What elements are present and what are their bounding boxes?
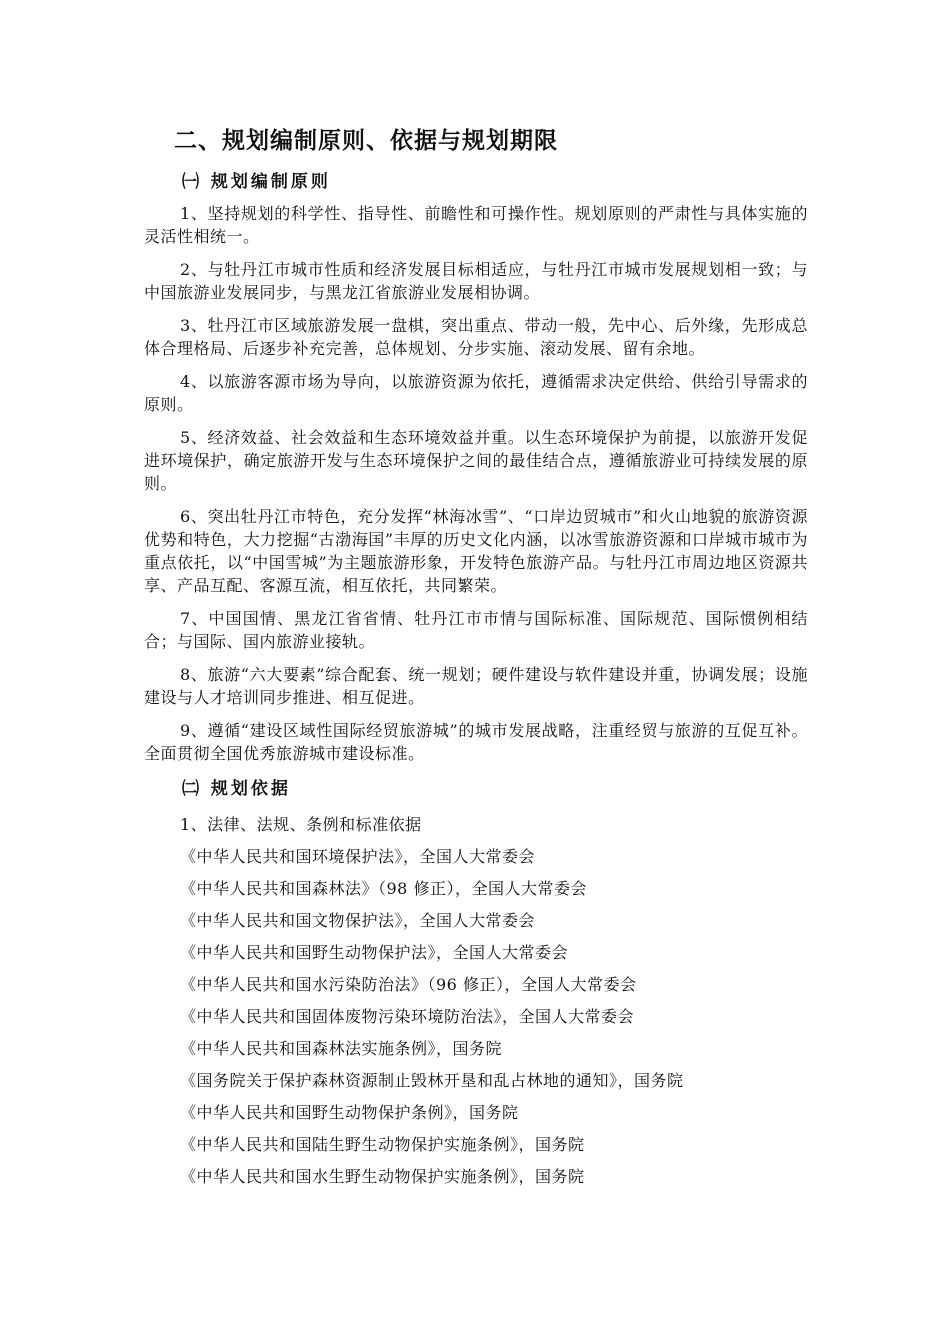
reference-item: 《中华人民共和国森林法实施条例》，国务院 [180,1039,503,1058]
principle-paragraph: 8、旅游“六大要素”综合配套、统一规划；硬件建设与软件建设并重，协调发展；设施建设与人才培训同步推进、相互促进。 [144,665,808,707]
subsection-title-principles: ㈠ 规划编制原则 [182,172,331,192]
reference-item: 《中华人民共和国环境保护法》，全国人大常委会 [180,847,536,866]
principle-paragraph: 1、坚持规划的科学性、指导性、前瞻性和可操作性。规划原则的严肃性与具体实施的灵活性相统一。 [144,204,808,246]
principle-paragraph: 9、遵循“建设区域性国际经贸旅游城”的城市发展战略，注重经贸与旅游的互促互补。全面贯彻全国优秀旅游城市建设标准。 [144,721,808,763]
principle-paragraph: 6、突出牡丹江市特色，充分发挥“林海冰雪”、“口岸边贸城市”和火山地貌的旅游资源优势和特色，大力挖掘“古渤海国”丰厚的历史文化内涵，以冰雪旅游资源和口岸城市城市为重点依托，以“中国雪城”为主题旅游形象，开发特色旅游产品。与牡丹江市周边地区资源共享、产品互配、客源互流，相互依托，共同繁荣。 [144,507,808,595]
reference-item: 《中华人民共和国水污染防治法》（96 修正），全国人大常委会 [180,975,637,994]
principle-paragraph: 7、中国国情、黑龙江省省情、牡丹江市市情与国际标准、国际规范、国际惯例相结合；与国际、国内旅游业接轨。 [144,609,808,651]
section-title: 二、规划编制原则、依据与规划期限 [174,128,558,154]
reference-item: 《中华人民共和国野生动物保护法》，全国人大常委会 [180,943,569,962]
principle-paragraph: 5、经济效益、社会效益和生态环境效益并重。以生态环境保护为前提，以旅游开发促进环境保护，确定旅游开发与生态环境保护之间的最佳结合点，遵循旅游业可持续发展的原则。 [144,428,808,493]
references-list [144,809,808,1193]
principles-list [144,202,808,765]
principle-paragraph: 2、与牡丹江市城市性质和经济发展目标相适应，与牡丹江市城市发展规划相一致；与中国旅游业发展同步，与黑龙江省旅游业发展相协调。 [144,260,808,302]
principle-paragraph: 4、以旅游客源市场为导向，以旅游资源为依托，遵循需求决定供给、供给引导需求的原则。 [144,372,808,414]
principle-paragraph: 3、牡丹江市区域旅游发展一盘棋，突出重点、带动一般，先中心、后外缘，先形成总体合理格局、后逐步补充完善，总体规划、分步实施、滚动发展、留有余地。 [144,316,808,358]
reference-item: 《中华人民共和国固体废物污染环境防治法》，全国人大常委会 [180,1007,635,1026]
reference-item: 《中华人民共和国野生动物保护条例》，国务院 [180,1103,519,1122]
subsection-title-basis: ㈡ 规划依据 [182,779,291,799]
reference-item: 《中华人民共和国陆生野生动物保护实施条例》，国务院 [180,1135,585,1154]
document-body [144,124,808,1193]
reference-item: 《中华人民共和国森林法》（98 修正），全国人大常委会 [180,879,587,898]
basis-heading: 1、法律、法规、条例和标准依据 [180,815,422,834]
reference-item: 《国务院关于保护森林资源制止毁林开垦和乱占林地的通知》，国务院 [180,1071,684,1090]
reference-item: 《中华人民共和国水生野生动物保护实施条例》，国务院 [180,1167,585,1186]
reference-item: 《中华人民共和国文物保护法》，全国人大常委会 [180,911,536,930]
